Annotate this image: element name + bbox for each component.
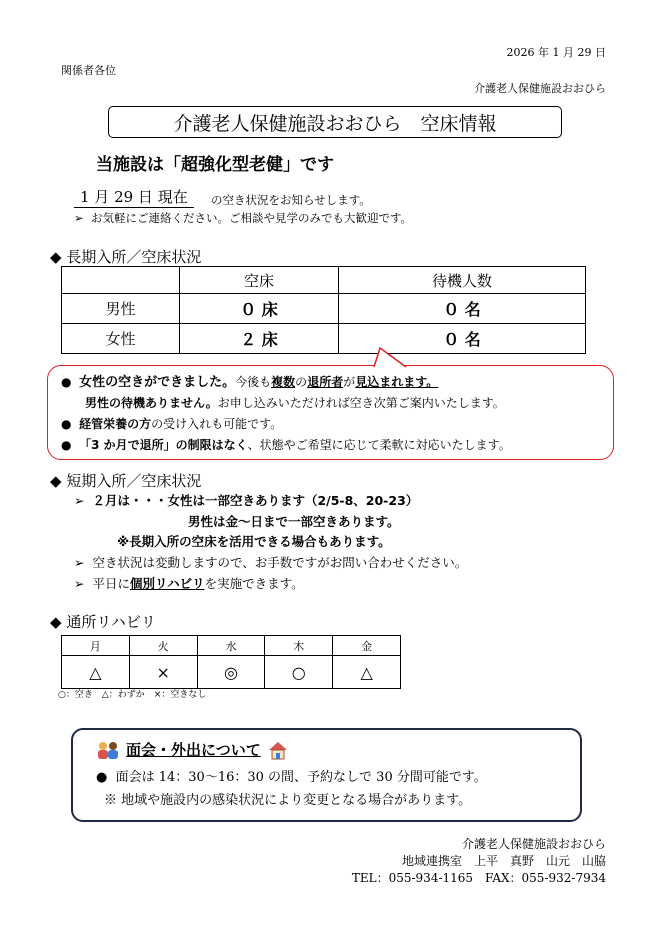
short-term-text: 男性は金～日まで一部空きあります。 [188, 514, 400, 529]
callout-underline: 退所者 [307, 375, 344, 389]
short-term-underline: 個別リハビリ [129, 576, 205, 591]
availability-mark: ○ [265, 656, 333, 689]
callout-item [61, 393, 511, 414]
day-header-row [62, 636, 401, 656]
short-term-line [74, 491, 418, 509]
day-label: 水 [197, 636, 265, 656]
callout-underline: 見込まれます。 [355, 375, 439, 389]
availability-mark: △ [333, 656, 401, 689]
callout-underline: 複数 [271, 375, 296, 389]
table-header-wait: 待機人数 [339, 267, 586, 294]
people-icon [96, 740, 120, 760]
callout-text: 今後も [235, 375, 272, 389]
day-label: 月 [62, 636, 130, 656]
row-label: 男性 [62, 294, 180, 324]
callout-bold: 「3 か月で退所」の制限はなく [79, 438, 248, 452]
diamond-bullet-icon: ◆ [50, 472, 62, 490]
empty-beds: ０ 床 [180, 294, 339, 324]
waiting-count: ０ 名 [339, 294, 586, 324]
day-label: 火 [129, 636, 197, 656]
availability-legend: ○：空き △：わずか ×：空きなし [58, 690, 207, 700]
footer-staff: 地域連携室 上平 真野 山元 山脇 [401, 854, 606, 868]
bullet-icon: ● [61, 417, 72, 431]
table-row [62, 324, 586, 354]
callout-text: お申し込みいただければ空き次第ご案内いたします。 [217, 396, 505, 410]
availability-mark: × [129, 656, 197, 689]
short-term-text: 空き状況は変動しますので、お手数ですがお問い合わせください。 [92, 555, 468, 570]
callout-text: が [343, 375, 356, 389]
short-term-text: を実施できます。 [204, 576, 304, 591]
arrow-bullet-icon: ➢ [74, 211, 84, 225]
visit-heading: 面会・外出について [126, 741, 261, 759]
waiting-count: ０ 名 [339, 324, 586, 354]
callout-text: の [295, 375, 308, 389]
day-label: 金 [333, 636, 401, 656]
short-term-line [188, 512, 400, 530]
table-header-row [62, 267, 586, 294]
footer-facility: 介護老人保健施設おおひら [461, 837, 606, 851]
callout-text: の受け入れも可能です。 [151, 417, 283, 431]
day-rehab-table [61, 635, 401, 689]
house-icon [267, 740, 289, 760]
long-term-heading: 長期入所／空床状況 [66, 248, 202, 266]
day-rehab-heading: 通所リハビリ [66, 613, 156, 631]
arrow-bullet-icon: ➢ [74, 493, 85, 508]
long-term-table [61, 266, 586, 354]
status-date: 1 月 29 日 現在 [74, 186, 194, 208]
bullet-icon: ● [61, 438, 72, 452]
callout-item [61, 435, 511, 456]
callout-bold: 経管栄養の方 [79, 417, 152, 431]
short-term-text: ※長期入所の空床を活用できる場合もあります。 [117, 534, 391, 549]
document-title: 介護老人保健施設おおひら 空床情報 [173, 112, 497, 135]
arrow-bullet-icon: ➢ [74, 576, 85, 591]
callout-pointer [370, 347, 410, 368]
bullet-icon: ● [96, 770, 108, 785]
contact-note-text: お気軽にご連絡ください。ご相談や見学のみでも大歓迎です。 [90, 211, 413, 225]
empty-beds: ２ 床 [180, 324, 339, 354]
table-header-blank [62, 267, 180, 294]
short-term-text: ２月は・・・女性は一部空きあります（2/5-8、20-23） [92, 493, 419, 508]
callout-list [61, 372, 511, 456]
subtitle: 当施設は「超強化型老健」です [96, 155, 334, 175]
availability-mark: △ [62, 656, 130, 689]
footer-contact: TEL：055-934-1165 FAX：055-932-7934 [351, 871, 606, 885]
table-row [62, 294, 586, 324]
availability-mark: ◎ [197, 656, 265, 689]
arrow-bullet-icon: ➢ [74, 555, 85, 570]
diamond-bullet-icon: ◆ [50, 248, 62, 266]
short-term-section [50, 470, 201, 491]
callout-bold: 女性の空きができました。 [79, 375, 236, 390]
day-label: 木 [265, 636, 333, 656]
visit-heading-row [96, 739, 289, 760]
short-term-line [74, 553, 467, 571]
recipient: 関係者各位 [61, 64, 116, 77]
status-text: の空き状況をお知らせします。 [211, 193, 371, 207]
short-term-text: 平日に [92, 576, 130, 591]
row-label: 女性 [62, 324, 180, 354]
visit-text: 面会は 14：30～16：30 の間、予約なしで 30 分間可能です。 [115, 770, 487, 785]
short-term-line [74, 574, 304, 592]
footer [352, 836, 606, 887]
visit-line [96, 766, 487, 785]
day-rehab-section [50, 611, 156, 632]
callout-text: 、状態やご希望に応じて柔軟に対応いたします。 [247, 438, 511, 452]
visit-line: ※ 地域や施設内の感染状況により変更となる場合があります。 [104, 793, 472, 808]
long-term-section [50, 246, 201, 267]
document-date: 2026 年 1 月 29 日 [506, 46, 606, 59]
callout-item [61, 372, 511, 393]
diamond-bullet-icon: ◆ [50, 613, 62, 631]
bullet-icon: ● [61, 375, 72, 389]
table-header-empty: 空床 [180, 267, 339, 294]
callout-item [61, 414, 511, 435]
title-box [108, 106, 562, 138]
contact-note [74, 210, 412, 226]
callout-bold: 男性の待機ありません。 [85, 396, 218, 410]
short-term-line [117, 532, 391, 550]
sender: 介護老人保健施設おおひら [474, 82, 606, 95]
short-term-heading: 短期入所／空床状況 [66, 472, 202, 490]
availability-row [62, 656, 401, 689]
